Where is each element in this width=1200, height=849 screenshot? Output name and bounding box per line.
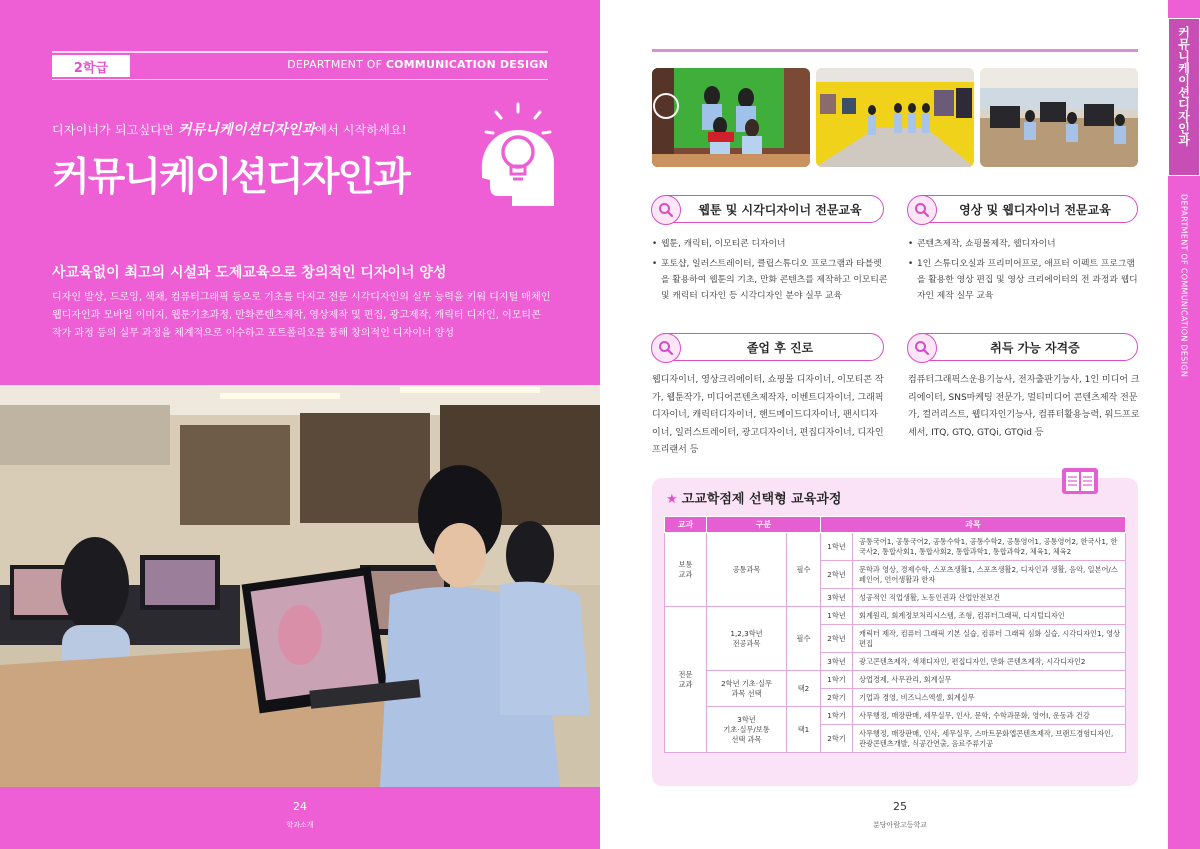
header-bottom-rule [52, 79, 548, 80]
table-row [665, 533, 1126, 561]
side-tab-english: DEPARTMENT OF COMMUNICATION DESIGN [1179, 194, 1189, 378]
tagline-pre: 디자이너가 되고싶다면 [52, 123, 178, 137]
section-certificate-title: 취득 가능 자격증 [990, 340, 1080, 355]
tagline-post: 에서 시작하세요! [315, 123, 407, 137]
major-type-cell: 1,2,3학년 전공과목 [707, 607, 787, 671]
table-row [665, 607, 1126, 625]
footer-left: 학과소개 [286, 821, 314, 829]
major-req-cell: 필수 [787, 607, 821, 671]
subjects-cell: 사무행정, 매장판매, 세무실무, 인사, 문학, 수학과문화, 영어I, 운동과 건강 [853, 707, 1126, 725]
dept-en-prefix: DEPARTMENT OF [287, 58, 383, 71]
grade-tag: 2학급 [52, 55, 130, 77]
header-courses: 과목 [821, 517, 1126, 533]
major-req-cell: 택1 [787, 707, 821, 753]
tagline-highlight: 커뮤니케이션디자인과 [177, 122, 316, 138]
subjects-cell: 문학과 영상, 경제수학, 스포츠생활1, 스포츠생활2, 디자인과 생활, 음악, 일본어/스페인어, 언어생활과 한자 [853, 561, 1126, 589]
curriculum-title [666, 488, 841, 507]
side-tab-korean: 커뮤니케이션디자인과 [1176, 26, 1191, 146]
subjects-cell: 사무행정, 매장판매, 인사, 세무실무, 스마트문화앱콘텐츠제작, 브랜드경험디자인, 관광콘텐츠개발, 식공간연출, 음료주류기공 [853, 725, 1126, 753]
dept-en-main: COMMUNICATION DESIGN [385, 58, 548, 71]
header-subject-group: 교과 [665, 517, 707, 533]
studio-photo [652, 68, 810, 167]
subjects-cell: 공통국어1, 공통국어2, 공통수학1, 공통수학2, 공통영어1, 공통영어2, 한국사1, 한국사2, 통합사회1, 통합사회2, 통합과학1, 통합과학2, 체육1, 체육2 [853, 533, 1126, 561]
term-cell: 2학기 [821, 689, 853, 707]
footer-right: 분당아람고등학교 [872, 821, 928, 829]
major-group-cell: 전문 교과 [665, 607, 707, 753]
department-english [287, 58, 548, 71]
term-cell: 2학기 [821, 725, 853, 753]
search-magnifier-icon [907, 333, 937, 363]
section-webtoon-header [652, 195, 884, 223]
description: 디자인 발상, 드로잉, 색채, 컴퓨터그래픽 등으로 기초를 다지고 전문 시각디자인의 실무 능력을 키워 디지털 매체인 웹디자인과 모바일 이미지, 웹툰기초과정, 만화콘텐츠제작, 영상제작 및 편집, 광고제작, 캐릭터 디자인, 이모티콘 작가 과정 등의 실무 과정을 체계적으로 이수하고 포트폴리오를 통해 창의적인 디자이너 양성 [52, 292, 551, 339]
search-magnifier-icon [651, 195, 681, 225]
classroom-photo [0, 385, 600, 787]
term-cell: 1학기 [821, 707, 853, 725]
book-icon [1060, 464, 1100, 498]
subjects-cell: 상업경제, 사무관리, 회계실무 [853, 671, 1126, 689]
list-item: • 포토샵, 일러스트레이터, 클립스튜디오 프로그램과 타블렛을 활용하여 웹툰의 기초, 만화 콘텐츠를 제작하고 이모티콘 및 캐릭터 디자인 등 시각디자인 분야 실무 교육 [652, 256, 888, 304]
tagline [52, 119, 407, 139]
list-item: • 웹툰, 캐릭터, 이모티콘 디자이너 [652, 236, 888, 252]
computer-lab-photo [980, 68, 1138, 167]
subhead: 사교육없이 최고의 시설과 도제교육으로 창의적인 디자이너 양성 [52, 265, 447, 281]
hallway-gallery-photo [816, 68, 974, 167]
section-webtoon-title: 웹툰 및 시각디자이너 전문교육 [698, 202, 862, 217]
table-row [665, 671, 1126, 689]
term-cell: 1학년 [821, 607, 853, 625]
section-video-header [908, 195, 1138, 223]
major-type-cell: 2학년 기초·실무 과목 선택 [707, 671, 787, 707]
table-header-row [665, 517, 1126, 533]
section-video-list [908, 236, 1140, 308]
major-req-cell: 택2 [787, 671, 821, 707]
section-career-text: 웹디자이너, 영상크리에이터, 쇼핑몰 디자이너, 이모티콘 작가, 웹툰작가, 미디어콘텐츠제작자, 이벤트디자이너, 그래픽디자이너, 캐릭터디자이너, 핸드메이드디자이너, 팬시디자이너, 일러스트레이터, 광고디자이너, 편집디자이너, 디자인 프리랜서 등 [652, 375, 884, 455]
section-career-header [652, 333, 884, 361]
term-cell: 1학년 [821, 533, 853, 561]
section-webtoon-list [652, 236, 888, 308]
header-category: 구분 [707, 517, 821, 533]
curriculum-title-text: 고교학점제 선택형 교육과정 [681, 492, 842, 507]
subjects-cell: 기업과 경영, 비즈니스엑셀, 회계실무 [853, 689, 1126, 707]
curriculum-table [664, 516, 1126, 753]
department-title: 커뮤니케이션디자인과 [52, 155, 409, 200]
table-row [665, 707, 1126, 725]
page-number-left: 24 [293, 800, 307, 813]
list-item: • 1인 스튜디오실과 프리미어프로, 애프터 이펙트 프로그램을 활용한 영상 편집 및 영상 크리에이터의 전 과정과 웹디자인 제작 실무 교육 [908, 256, 1140, 304]
term-cell: 2학년 [821, 561, 853, 589]
term-cell: 3학년 [821, 653, 853, 671]
list-item: • 콘텐츠제작, 쇼핑몰제작, 웹디자이너 [908, 236, 1140, 252]
subjects-cell: 캐릭터 제작, 컴퓨터 그래픽 기본 실습, 컴퓨터 그래픽 심화 실습, 시각디자인1, 영상편집 [853, 625, 1126, 653]
header-top-rule [52, 51, 548, 53]
general-group-cell: 보통 교과 [665, 533, 707, 607]
general-req-cell: 필수 [787, 533, 821, 607]
search-magnifier-icon [907, 195, 937, 225]
general-type-cell: 공통과목 [707, 533, 787, 607]
section-certificate-header [908, 333, 1138, 361]
term-cell: 2학년 [821, 625, 853, 653]
subjects-cell: 성공적인 직업생활, 노동인권과 산업안전보건 [853, 589, 1126, 607]
star-icon: ★ [666, 492, 678, 507]
subjects-cell: 회계원리, 회계정보처리시스템, 조형, 컴퓨터그래픽, 디지털디자인 [853, 607, 1126, 625]
lightbulb-head-icon [472, 100, 556, 210]
major-type-cell: 3학년 기초·실무/보통 선택 과목 [707, 707, 787, 753]
section-video-title: 영상 및 웹디자이너 전문교육 [959, 202, 1111, 217]
term-cell: 3학년 [821, 589, 853, 607]
section-career-title: 졸업 후 진로 [746, 340, 814, 355]
top-rule [652, 49, 1138, 52]
side-tab [1168, 0, 1200, 849]
section-certificate-text: 컴퓨터그래픽스운용기능사, 전자출판기능사, 1인 미디어 크리에이터, SNS마케팅 전문가, 멀티미디어 콘텐츠제작 전문가, 컬러리스트, 웹디자인기능사, 컴퓨터활용능력, 워드프로세서, ITQ, GTQ, GTQi, GTQid 등 [908, 375, 1140, 438]
page-number-right: 25 [893, 800, 907, 813]
subjects-cell: 광고콘텐츠제작, 색채디자인, 편집디자인, 만화 콘텐츠제작, 시각디자인2 [853, 653, 1126, 671]
search-magnifier-icon [651, 333, 681, 363]
curriculum-panel [652, 478, 1138, 786]
term-cell: 1학기 [821, 671, 853, 689]
